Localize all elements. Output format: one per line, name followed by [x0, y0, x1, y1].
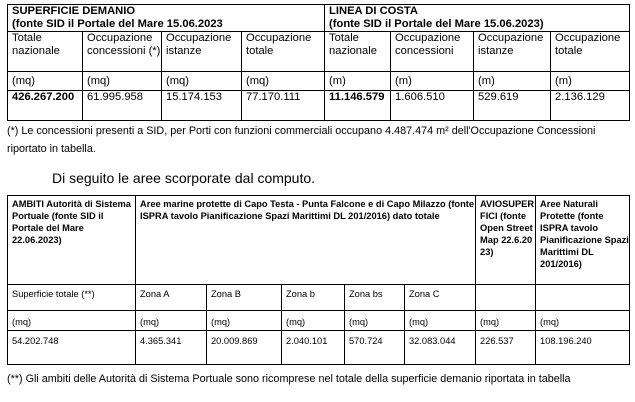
unit-cell: (mq)	[282, 311, 345, 331]
unit-cell: (mq)	[345, 311, 405, 331]
subheader-cell: Zona C	[405, 285, 476, 311]
subheader-cell: Superficie totale (**)	[8, 285, 136, 311]
value-cell: 54.202.748	[8, 331, 136, 365]
unit-cell: (mq)	[207, 311, 282, 331]
section-subtitle: Di seguito le aree scorporate dal computo.	[52, 170, 316, 186]
column-header: Occupazione istanze	[474, 32, 551, 72]
column-header: Totale nazionale	[8, 32, 83, 72]
unit-cell: (mq)	[536, 311, 630, 331]
column-header: Occupazione istanze	[162, 32, 242, 72]
aree-naturali-header: Aree Naturali Protette (fonte ISPRA tavolo Pianificazione Spazi Marittimi DL 201/2016)	[536, 196, 630, 285]
unit-cell: (mq)	[83, 72, 162, 91]
subheader-cell: Zona b	[282, 285, 345, 311]
subheader-cell	[536, 285, 630, 311]
unit-cell: (m)	[474, 72, 551, 91]
value-cell: 2.040.101	[282, 331, 345, 365]
subheader-cell: Zona B	[207, 285, 282, 311]
value-cell: 4.365.341	[136, 331, 207, 365]
value-cell: 529.619	[474, 91, 551, 121]
column-header: Totale nazionale	[325, 32, 391, 72]
aviosuperfici-header: AVIOSUPERFICI (fonte Open Street Map 22.6.2023)	[476, 196, 536, 285]
value-cell: 1.606.510	[391, 91, 474, 121]
ambiti-header: AMBITI Autorità di Sistema Portuale (fonte SID il Portale del Mare 22.06.2023)	[8, 196, 136, 285]
value-cell: 426.267.200	[8, 91, 83, 121]
unit-cell: (m)	[391, 72, 474, 91]
value-cell: 77.170.111	[242, 91, 325, 121]
unit-cell: (mq)	[242, 72, 325, 91]
unit-cell: (mq)	[136, 311, 207, 331]
subheader-cell	[476, 285, 536, 311]
value-cell: 32.083.044	[405, 331, 476, 365]
coastal-area-table	[7, 4, 630, 121]
value-cell: 570.724	[345, 331, 405, 365]
value-cell: 11.146.579	[325, 91, 391, 121]
aree-marine-header: Aree marine protette di Capo Testa - Punta Falcone e di Capo Milazzo (fonte ISPRA tavolo Pianificazione Spazi Marittimi DL 201/2016) dato totale	[136, 196, 476, 285]
unit-cell: (mq)	[162, 72, 242, 91]
footnote-concessioni: (*) Le concessioni presenti a SID, per Porti con funzioni commerciali occupano 4.487.474 m² dell'Occupazione Concessioni riportato in tabella.	[7, 125, 596, 155]
unit-cell: (m)	[325, 72, 391, 91]
unit-cell: (mq)	[8, 72, 83, 91]
superficie-demanio-header: SUPERFICIE DEMANIO (fonte SID il Portale del Mare 15.06.2023	[8, 5, 325, 32]
subheader-cell: Zona bs	[345, 285, 405, 311]
unit-cell: (mq)	[8, 311, 136, 331]
column-header: Occupazione concessioni (*)	[83, 32, 162, 72]
column-header: Occupazione totale	[551, 32, 630, 72]
unit-cell: (mq)	[476, 311, 536, 331]
footnote-ambiti: (**) Gli ambiti delle Autorità di Sistema Portuale sono ricomprese nel totale della superficie demanio riportata in tabella	[7, 373, 571, 385]
excluded-areas-table	[7, 195, 630, 365]
unit-cell: (m)	[551, 72, 630, 91]
subheader-cell: Zona A	[136, 285, 207, 311]
unit-cell: (mq)	[405, 311, 476, 331]
column-header: Occupazione totale	[242, 32, 325, 72]
value-cell: 61.995.958	[83, 91, 162, 121]
linea-costa-header: LINEA DI COSTA (fonte SID il Portale del Mare 15.06.2023)	[325, 5, 630, 32]
value-cell: 20.009.869	[207, 331, 282, 365]
value-cell: 15.174.153	[162, 91, 242, 121]
column-header: Occupazione concessioni	[391, 32, 474, 72]
value-cell: 108.196.240	[536, 331, 630, 365]
value-cell: 2.136.129	[551, 91, 630, 121]
value-cell: 226.537	[476, 331, 536, 365]
